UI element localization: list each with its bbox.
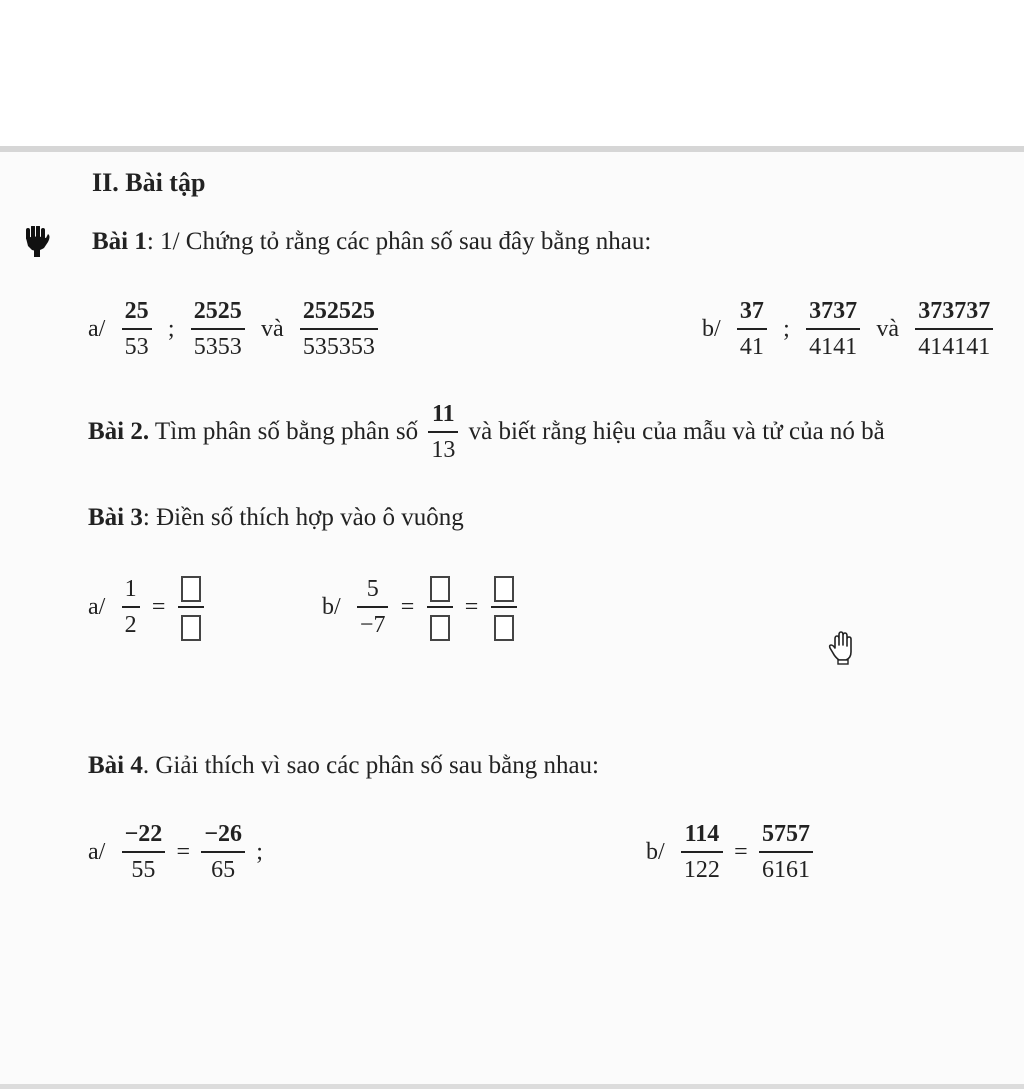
fraction: $\frac{37}{41}$ [737,297,767,361]
bai3-a-label: a/ [88,593,106,620]
answer-box[interactable] [430,615,450,641]
fraction: $\frac{114}{122}$ [681,820,723,884]
fraction: $\frac{252525}{535353}$ [300,297,378,361]
answer-box[interactable] [494,615,514,641]
fraction: $\frac{-22}{55}$ [122,820,166,884]
fill-in-fraction [427,574,453,641]
fill-in-fraction [491,574,517,641]
equals-sign: = [151,593,166,620]
equals-sign: = [176,838,191,865]
bai1-heading: Bài 1 [92,228,147,255]
bai1-b-label: b/ [702,315,721,342]
bai3-heading: Bài 3 [88,504,143,531]
fraction: $\frac{11}{13}$ [428,400,458,464]
fraction: $\frac{1}{2}$ [122,575,140,639]
fraction: $\frac{3737}{4141}$ [806,297,860,361]
fraction: $\frac{373737}{414141}$ [915,297,993,361]
fill-in-fraction [178,574,204,641]
section-title: II. Bài tập [92,168,206,197]
bai1-a [88,297,382,361]
hand-cursor-icon [826,630,860,666]
equals-sign: = [464,593,479,620]
bai3-line [88,504,464,532]
answer-box[interactable] [181,576,201,602]
bai1-a-label: a/ [88,315,106,342]
fraction: $\frac{-26}{65}$ [201,820,245,884]
bai3-text: : Điền số thích hợp vào ô vuông [142,504,464,531]
answer-box[interactable] [494,576,514,602]
bai3-b-label: b/ [322,593,341,620]
bai2-text-after: và biết rằng hiệu của mẫu và tử của nó bằ [468,418,885,445]
separator: ; [256,838,263,865]
separator: ; [783,315,790,342]
bai4-text: . Giải thích vì sao các phân số sau bằng nhau: [142,752,600,779]
fraction: $\frac{5757}{6161}$ [759,820,813,884]
bai4-a [88,820,264,884]
bai1-text: : 1/ Chứng tỏ rằng các phân số sau đây bằng nhau: [146,228,652,255]
bai4-a-label: a/ [88,838,106,865]
bai4-heading: Bài 4 [88,752,143,779]
hand-palm-icon [22,226,52,258]
bai3-b [322,574,521,641]
fraction: $\frac{25}{53}$ [122,297,152,361]
conjunction: và [261,315,284,342]
bai2-line [88,400,885,464]
answer-box[interactable] [430,576,450,602]
fraction: $\frac{2525}{5353}$ [191,297,245,361]
equals-sign: = [400,593,415,620]
bottom-divider [0,1084,1024,1089]
answer-box[interactable] [181,615,201,641]
bai4-b [646,820,817,884]
bai3-a [88,574,208,641]
equals-sign: = [734,838,748,865]
bai1-line [92,228,651,256]
bai2-heading: Bài 2. [88,418,150,445]
fraction: $\frac{5}{-7}$ [357,575,389,639]
bai4-line [88,752,599,780]
document-page [0,152,1024,1084]
bai1-b [702,297,997,361]
bai2-text-before: Tìm phân số bằng phân số [149,418,419,445]
separator: ; [167,315,175,342]
bai4-b-label: b/ [646,838,665,865]
top-blank-area [0,0,1024,146]
conjunction: và [876,315,899,342]
